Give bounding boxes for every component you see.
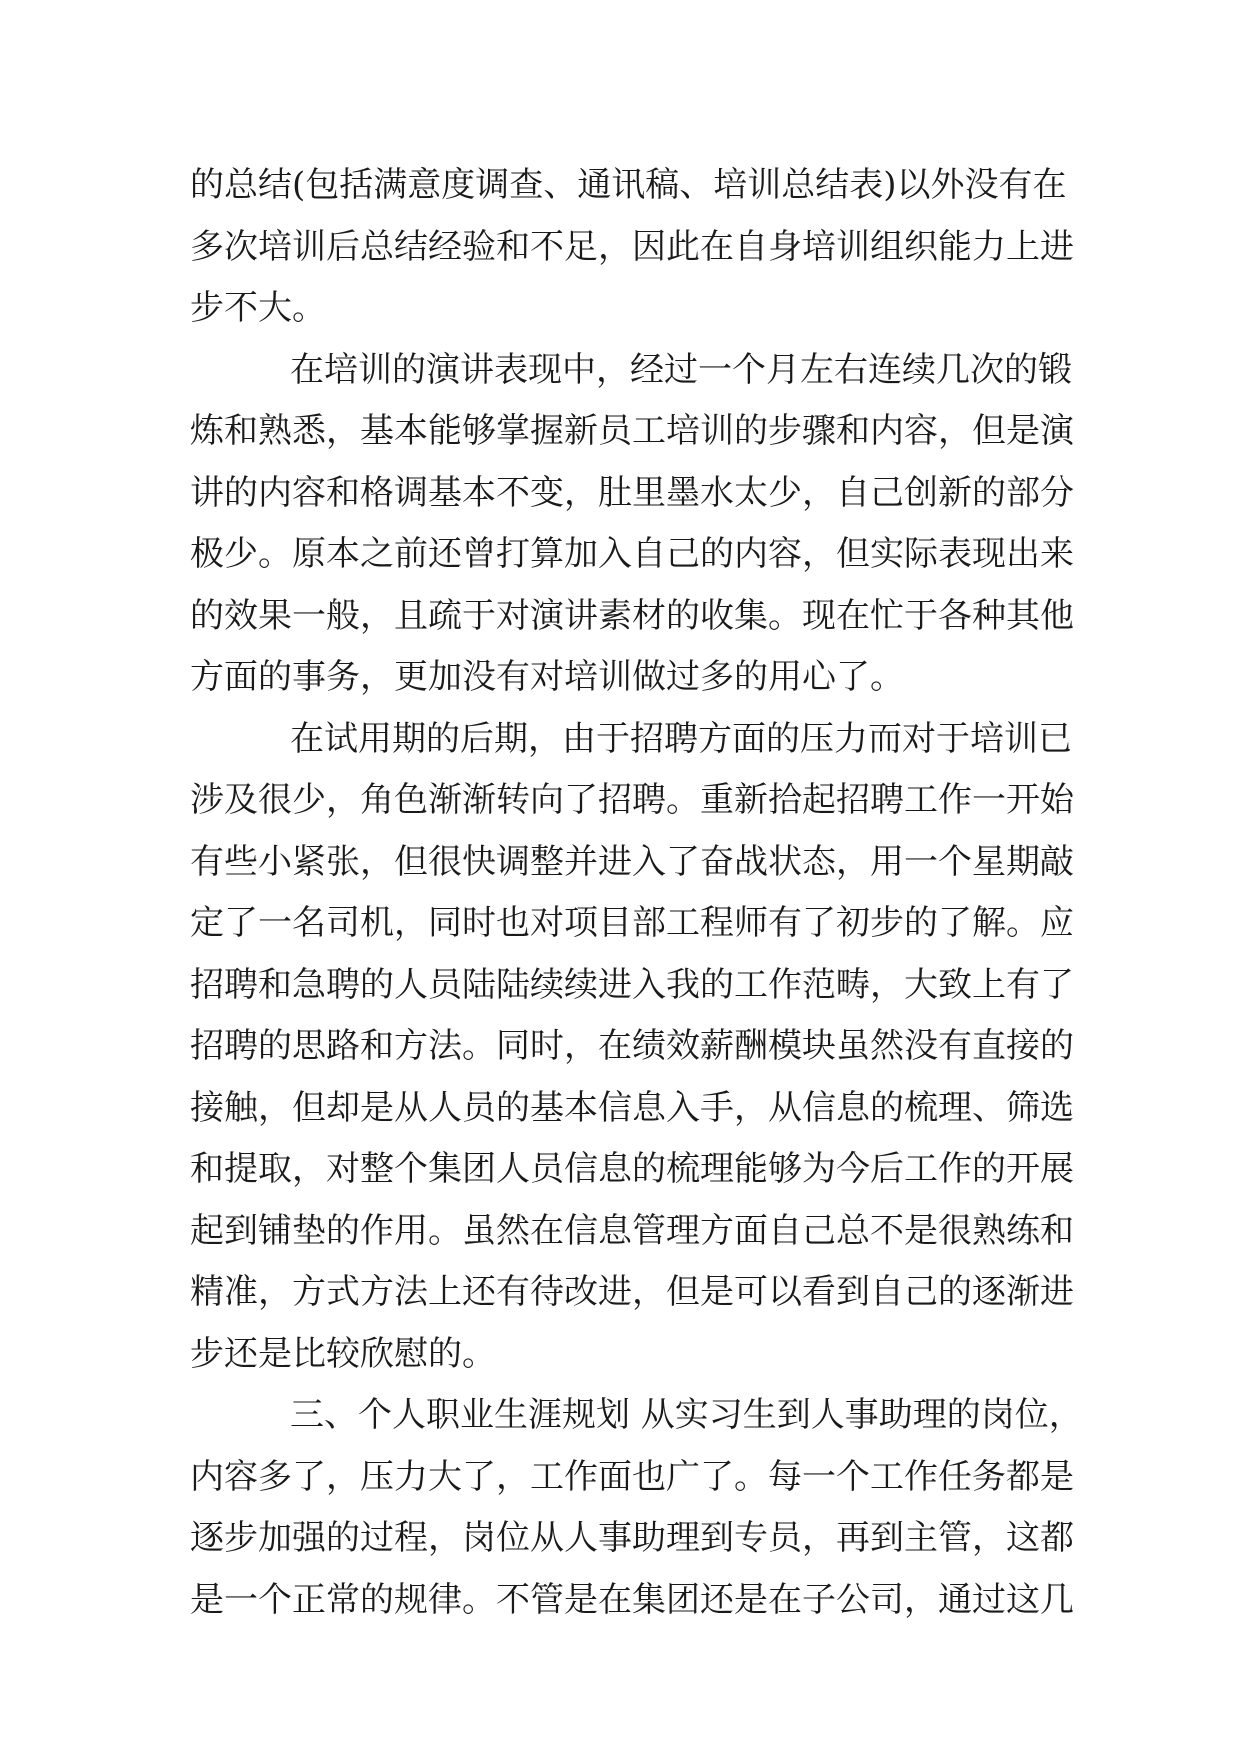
text-line: 极少。原本之前还曾打算加入自己的内容，但实际表现出来: [190, 534, 1074, 574]
text-line: 精准，方式方法上还有待改进，但是可以看到自己的逐渐进: [190, 1272, 1074, 1312]
text-line: 接触，但却是从人员的基本信息入手，从信息的梳理、筛选: [190, 1087, 1074, 1128]
text-line: 起到铺垫的作用。虽然在信息管理方面自己总不是很熟练和: [190, 1210, 1074, 1251]
text-line: 招聘和急聘的人员陆陆续续进入我的工作范畴，大致上有了: [190, 964, 1074, 1005]
text-line: 多次培训后总结经验和不足，因此在自身培训组织能力上进: [190, 226, 1074, 267]
text-line: 的效果一般，且疏于对演讲素材的收集。现在忙于各种其他: [190, 595, 1074, 636]
text-line: 招聘的思路和方法。同时，在绩效薪酬模块虽然没有直接的: [190, 1026, 1074, 1066]
text-line: 和提取，对整个集团人员信息的梳理能够为今后工作的开展: [190, 1149, 1074, 1189]
text-line: 讲的内容和格调基本不变，肚里墨水太少，自己创新的部分: [190, 472, 1074, 513]
text-line: 是一个正常的规律。不管是在集团还是在子公司，通过这几: [190, 1579, 1074, 1620]
text-line: 定了一名司机，同时也对项目部工程师有了初步的了解。应: [190, 903, 1074, 943]
text-line: 炼和熟悉，基本能够掌握新员工培训的步骤和内容，但是演: [190, 411, 1074, 451]
text-line: 方面的事务，更加没有对培训做过多的用心了。: [190, 657, 904, 697]
text-line: 步还是比较欣慰的。: [190, 1333, 496, 1374]
text-line: 有些小紧张，但很快调整并进入了奋战状态，用一个星期敲: [190, 841, 1074, 882]
paragraph-start-line: 在试用期的后期，由于招聘方面的压力而对于培训已: [290, 718, 1072, 759]
paragraph-start-line: 在培训的演讲表现中，经过一个月左右连续几次的锻: [290, 349, 1072, 390]
section-heading-line: 三、个人职业生涯规划 从实习生到人事助理的岗位，: [290, 1395, 1083, 1435]
text-line: 逐步加强的过程，岗位从人事助理到专员，再到主管，这都: [190, 1518, 1074, 1558]
document-body: [190, 155, 1083, 1631]
text-line: 涉及很少，角色渐渐转向了招聘。重新拾起招聘工作一开始: [190, 780, 1074, 820]
text-line: 内容多了，压力大了，工作面也广了。每一个工作任务都是: [190, 1456, 1074, 1497]
text-line: 的总结(包括满意度调查、通讯稿、培训总结表)以外没有在: [190, 165, 1067, 205]
text-line: 步不大。: [190, 288, 326, 328]
